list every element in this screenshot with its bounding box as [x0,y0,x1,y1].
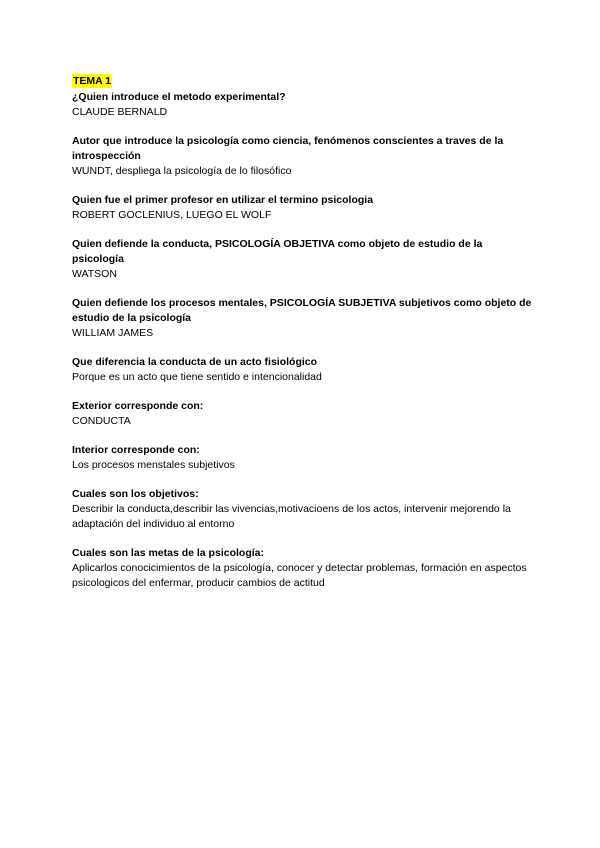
question-text: Autor que introduce la psicología como ciencia, fenómenos conscientes a traves de la introspección [72,135,504,162]
question-text: Que diferencia la conducta de un acto fisiológico [72,356,318,368]
answer-text: WUNDT, despliega la psicología de lo filosófico [72,165,292,177]
qa-item [72,134,532,179]
question-text: Exterior corresponde con: [72,400,204,412]
document-content [72,71,532,591]
qa-item [72,193,532,223]
answer-text: Aplicarlos conocicimientos de la psicología, conocer y detectar problemas, formación en aspectos psicologicos del enfermar, producir cambios de actitud [72,562,527,589]
question-text: Quien defiende la conducta, PSICOLOGÍA OBJETIVA como objeto de estudio de la psicología [72,238,483,265]
answer-text: Describir la conducta,describir las vivencias,motivacioens de los actos, intervenir mejorendo la adaptación del individuo al entorno [72,503,511,530]
question-text: Quien defiende los procesos mentales, PSICOLOGÍA SUBJETIVA subjetivos como objeto de estudio de la psicología [72,297,532,324]
qa-item [72,399,532,429]
answer-text: WATSON [72,268,117,280]
question-text: Quien fue el primer profesor en utilizar el termino psicologia [72,194,374,206]
qa-item [72,296,532,341]
answer-text: CLAUDE BERNALD [72,106,168,118]
question-text: ¿Quien introduce el metodo experimental? [72,91,286,103]
answer-text: CONDUCTA [72,415,131,427]
answer-text: Los procesos menstales subjetivos [72,459,235,471]
qa-item [72,546,532,591]
qa-item [72,443,532,473]
section-title-highlighted: TEMA 1 [73,75,112,87]
question-text: Cuales son las metas de la psicología: [72,547,264,559]
answer-text: WILLIAM JAMES [72,327,154,339]
qa-item [72,90,532,120]
qa-item [72,237,532,282]
question-text: Cuales son los objetivos: [72,488,199,500]
answer-text: ROBERT GOCLENIUS, LUEGO EL WOLF [72,209,272,221]
answer-text: Porque es un acto que tiene sentido e intencionalidad [72,371,322,383]
qa-item [72,487,532,532]
question-text: Interior corresponde con: [72,444,200,456]
qa-item [72,355,532,385]
